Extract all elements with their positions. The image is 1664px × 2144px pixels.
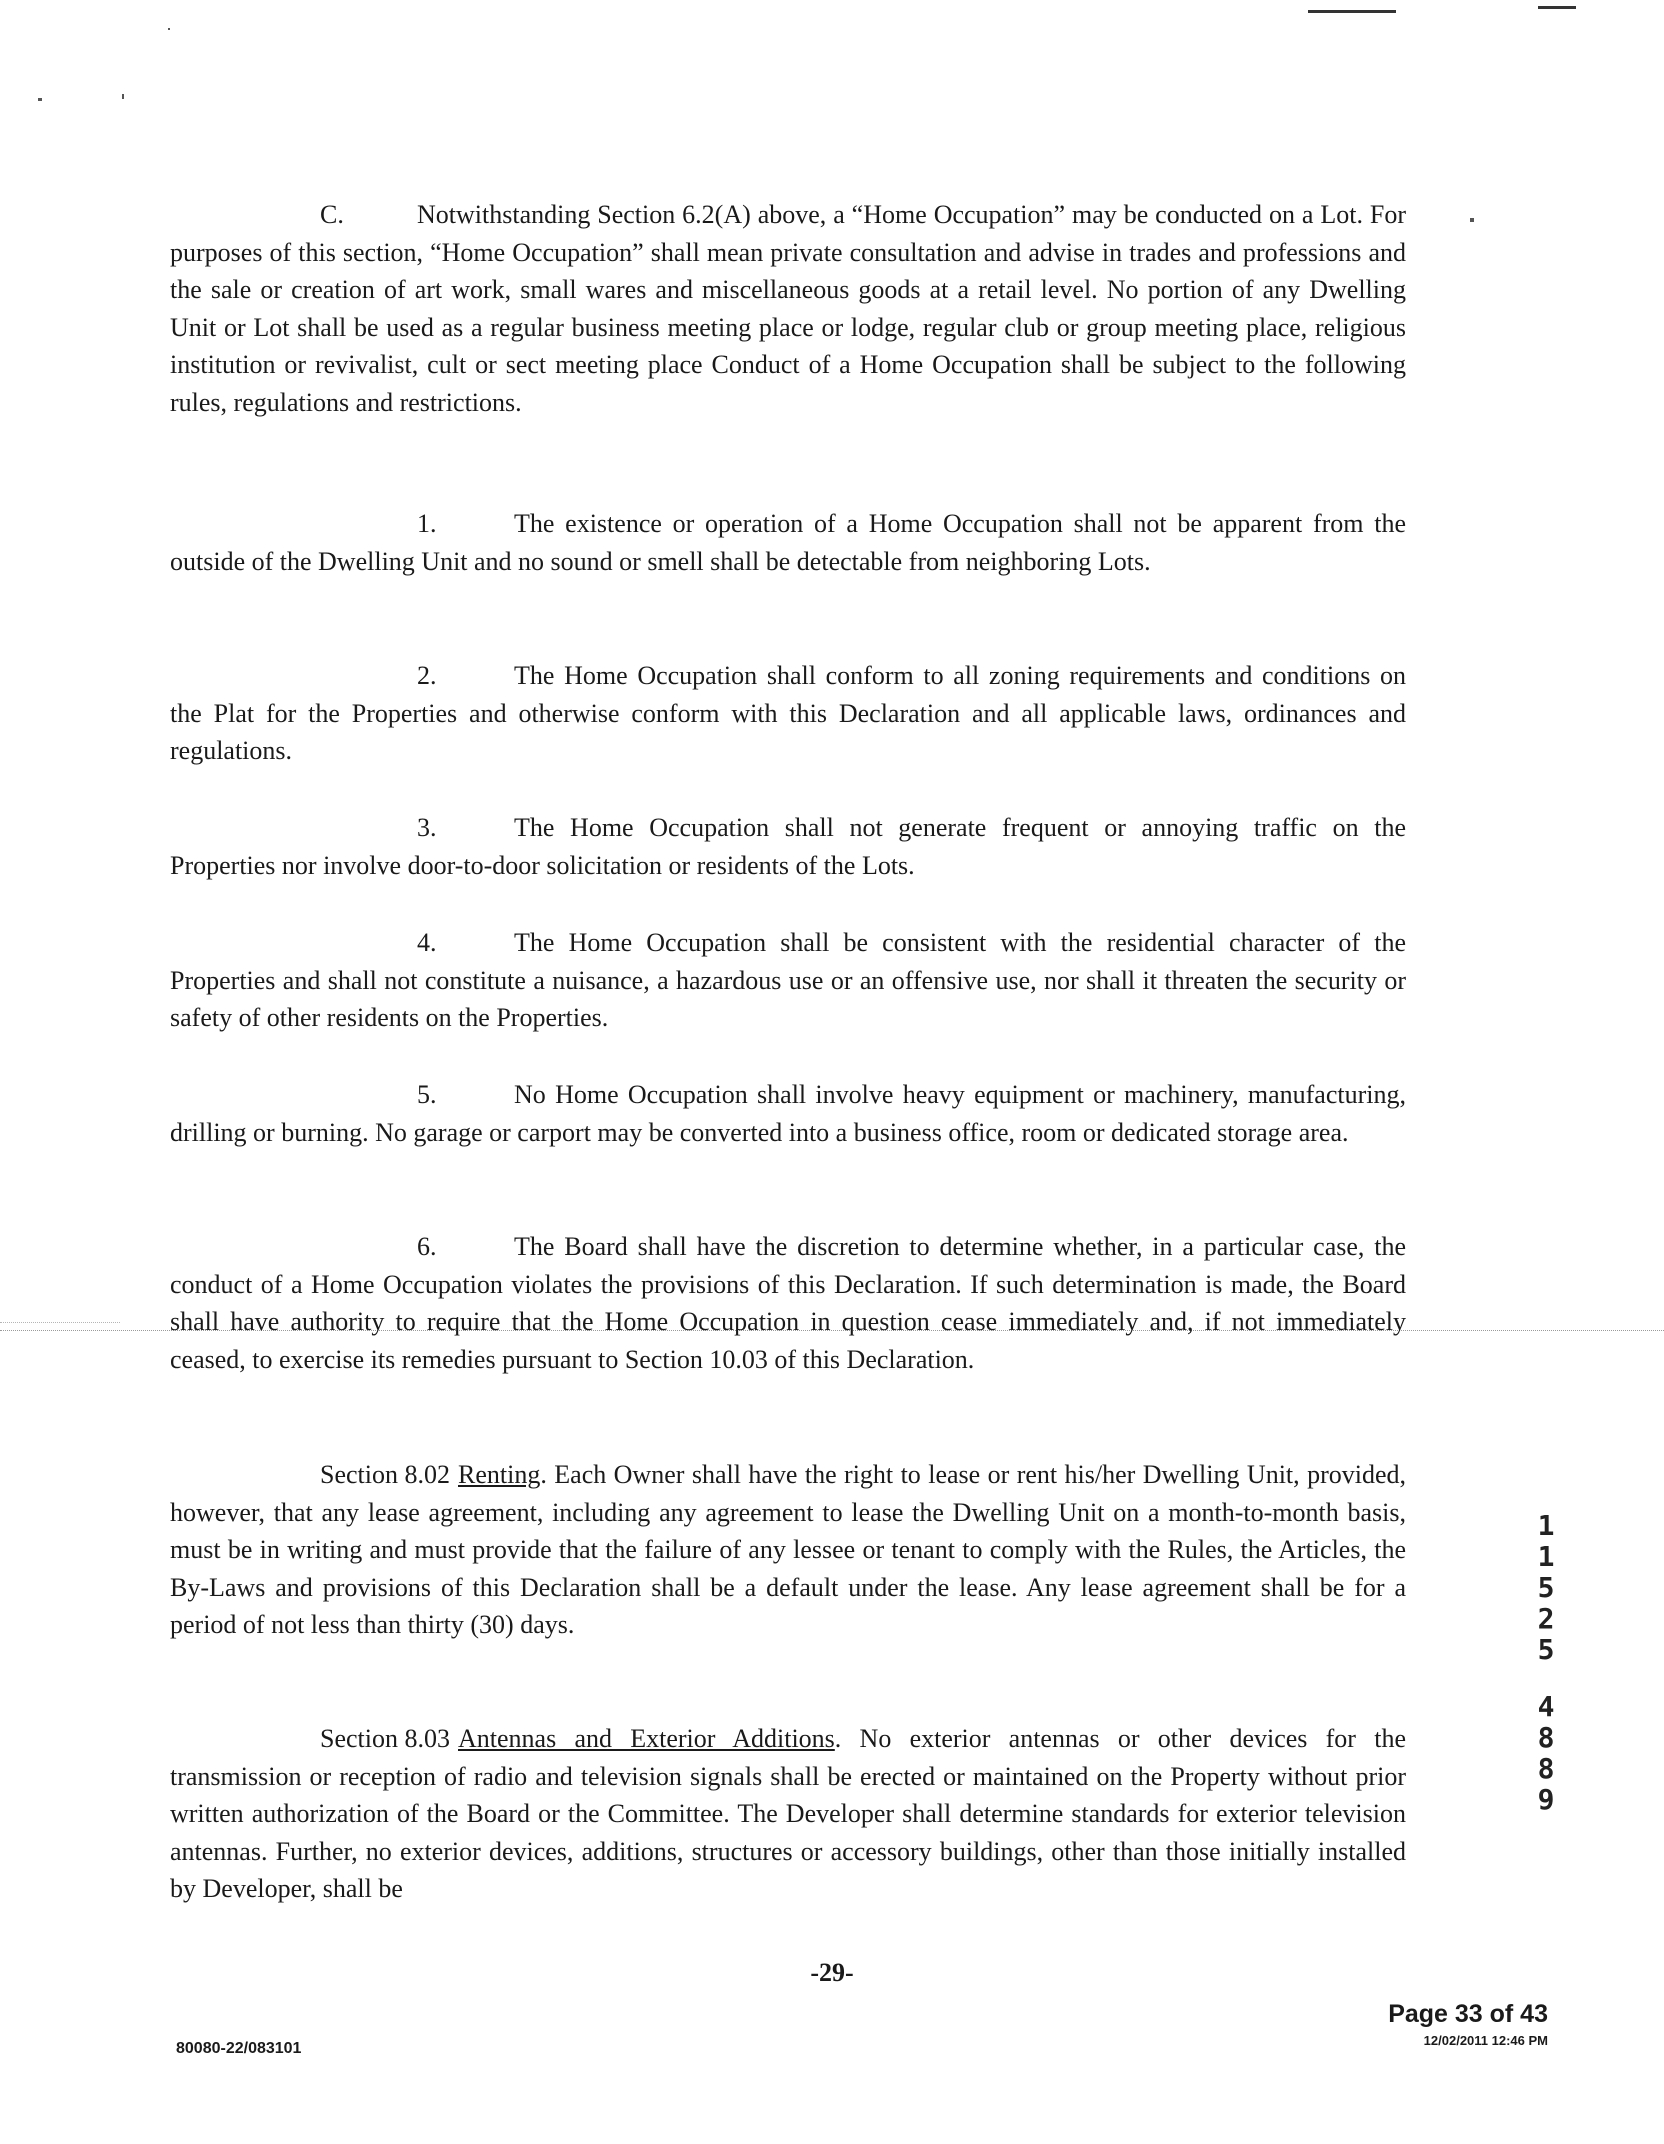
recording-timestamp: 12/02/2011 12:46 PM	[1423, 2033, 1548, 2048]
list-item-number: 2.	[417, 661, 437, 690]
scan-speck	[122, 94, 124, 99]
list-item-text: The Home Occupation shall conform to all zoning requirements and conditions on the Plat for the Properties and otherwise conform with this Declaration and all applicable laws, ordinances and regulations.	[170, 661, 1406, 765]
list-item-4	[170, 924, 1406, 1037]
stamp-digit: 8	[1537, 1752, 1555, 1785]
paragraph-label: C.	[320, 200, 344, 229]
list-item-2	[170, 657, 1406, 770]
list-item-text: The existence or operation of a Home Occupation shall not be apparent from the outside of the Dwelling Unit and no sound or smell shall be detectable from neighboring Lots.	[170, 509, 1406, 576]
stamp-digit: 5	[1537, 1633, 1555, 1666]
stamp-digit: 1	[1537, 1540, 1555, 1573]
section-8-02	[170, 1456, 1406, 1644]
list-item-number: 5.	[417, 1080, 437, 1109]
stamp-digit: 9	[1537, 1783, 1555, 1816]
stamp-digit: 4	[1537, 1690, 1555, 1723]
stamp-gap	[1533, 1665, 1559, 1691]
list-item-number: 3.	[417, 813, 437, 842]
stamp-digit: 1	[1537, 1509, 1555, 1542]
scan-speck	[1470, 218, 1474, 222]
list-item-3	[170, 809, 1406, 884]
scan-speck	[38, 98, 42, 101]
stamp-digit: 5	[1537, 1571, 1555, 1604]
stamp-digit: 2	[1537, 1602, 1555, 1635]
section-8-03	[170, 1720, 1406, 1908]
list-item-text: The Home Occupation shall be consistent with the residential character of the Properties and shall not constitute a nuisance, a hazardous use or an offensive use, nor shall it threaten the security or safety of other residents on the Properties.	[170, 928, 1406, 1032]
list-item-text: The Board shall have the discretion to determine whether, in a particular case, the conduct of a Home Occupation violates the provisions of this Declaration. If such determination is made, the Board shall have authority to require that the Home Occupation in question cease immediately and, if not immediately ceased, to exercise its remedies pursuant to Section 10.03 of this Declaration.	[170, 1232, 1406, 1374]
list-item-number: 6.	[417, 1232, 437, 1261]
top-rule-mark	[1538, 6, 1576, 9]
list-item-text: No Home Occupation shall involve heavy equipment or machinery, manufacturing, drilling or burning. No garage or carport may be converted into a business office, room or dedicated storage area.	[170, 1080, 1406, 1147]
list-item-6	[170, 1228, 1406, 1378]
list-item-number: 1.	[417, 509, 437, 538]
margin-recording-stamp	[1533, 1510, 1559, 1815]
section-number: Section 8.03	[320, 1724, 450, 1753]
paragraph-c	[170, 196, 1406, 421]
paragraph-text: Notwithstanding Section 6.2(A) above, a “Home Occupation” may be conducted on a Lot. For purposes of this section, “Home Occupation” shall mean private consultation and advise in trades and professions and the sale or creation of art work, small wares and miscellaneous goods at a retail level. No portion of any Dwelling Unit or Lot shall be used as a regular business meeting place or lodge, regular club or group meeting place, religious institution or revivalist, cult or sect meeting place Conduct of a Home Occupation shall be subject to the following rules, regulations and restrictions.	[170, 200, 1406, 417]
section-heading: Antennas and Exterior Additions	[458, 1724, 835, 1753]
list-item-5	[170, 1076, 1406, 1151]
scan-crease-line	[0, 1322, 120, 1323]
page-count-stamp: Page 33 of 43	[1388, 2000, 1548, 2028]
list-item-text: The Home Occupation shall not generate frequent or annoying traffic on the Properties nor involve door-to-door solicitation or residents of the Lots.	[170, 813, 1406, 880]
scan-speck	[168, 28, 170, 30]
stamp-digit: 8	[1537, 1721, 1555, 1754]
list-item-number: 4.	[417, 928, 437, 957]
page-number: -29-	[810, 1958, 854, 1987]
section-text: . Each Owner shall have the right to lease or rent his/her Dwelling Unit, provided, however, that any lease agreement, including any agreement to lease the Dwelling Unit on a month-to-month basis, must be in writing and must provide that the failure of any lessee or tenant to comply with the Rules, the Articles, the By-Laws and provisions of this Declaration shall be a default under the lease. Any lease agreement shall be for a period of not less than thirty (30) days.	[170, 1460, 1406, 1639]
section-heading: Renting	[458, 1460, 541, 1489]
section-text: . No exterior antennas or other devices for the transmission or reception of radio and television signals shall be erected or maintained on the Property without prior written authorization of the Board or the Committee. The Developer shall determine standards for exterior television antennas. Further, no exterior devices, additions, structures or accessory buildings, other than those initially installed by Developer, shall be	[170, 1724, 1406, 1903]
list-item-1	[170, 505, 1406, 580]
top-rule-mark	[1308, 10, 1396, 13]
section-number: Section 8.02	[320, 1460, 450, 1489]
document-code: 80080-22/083101	[176, 2040, 302, 2057]
